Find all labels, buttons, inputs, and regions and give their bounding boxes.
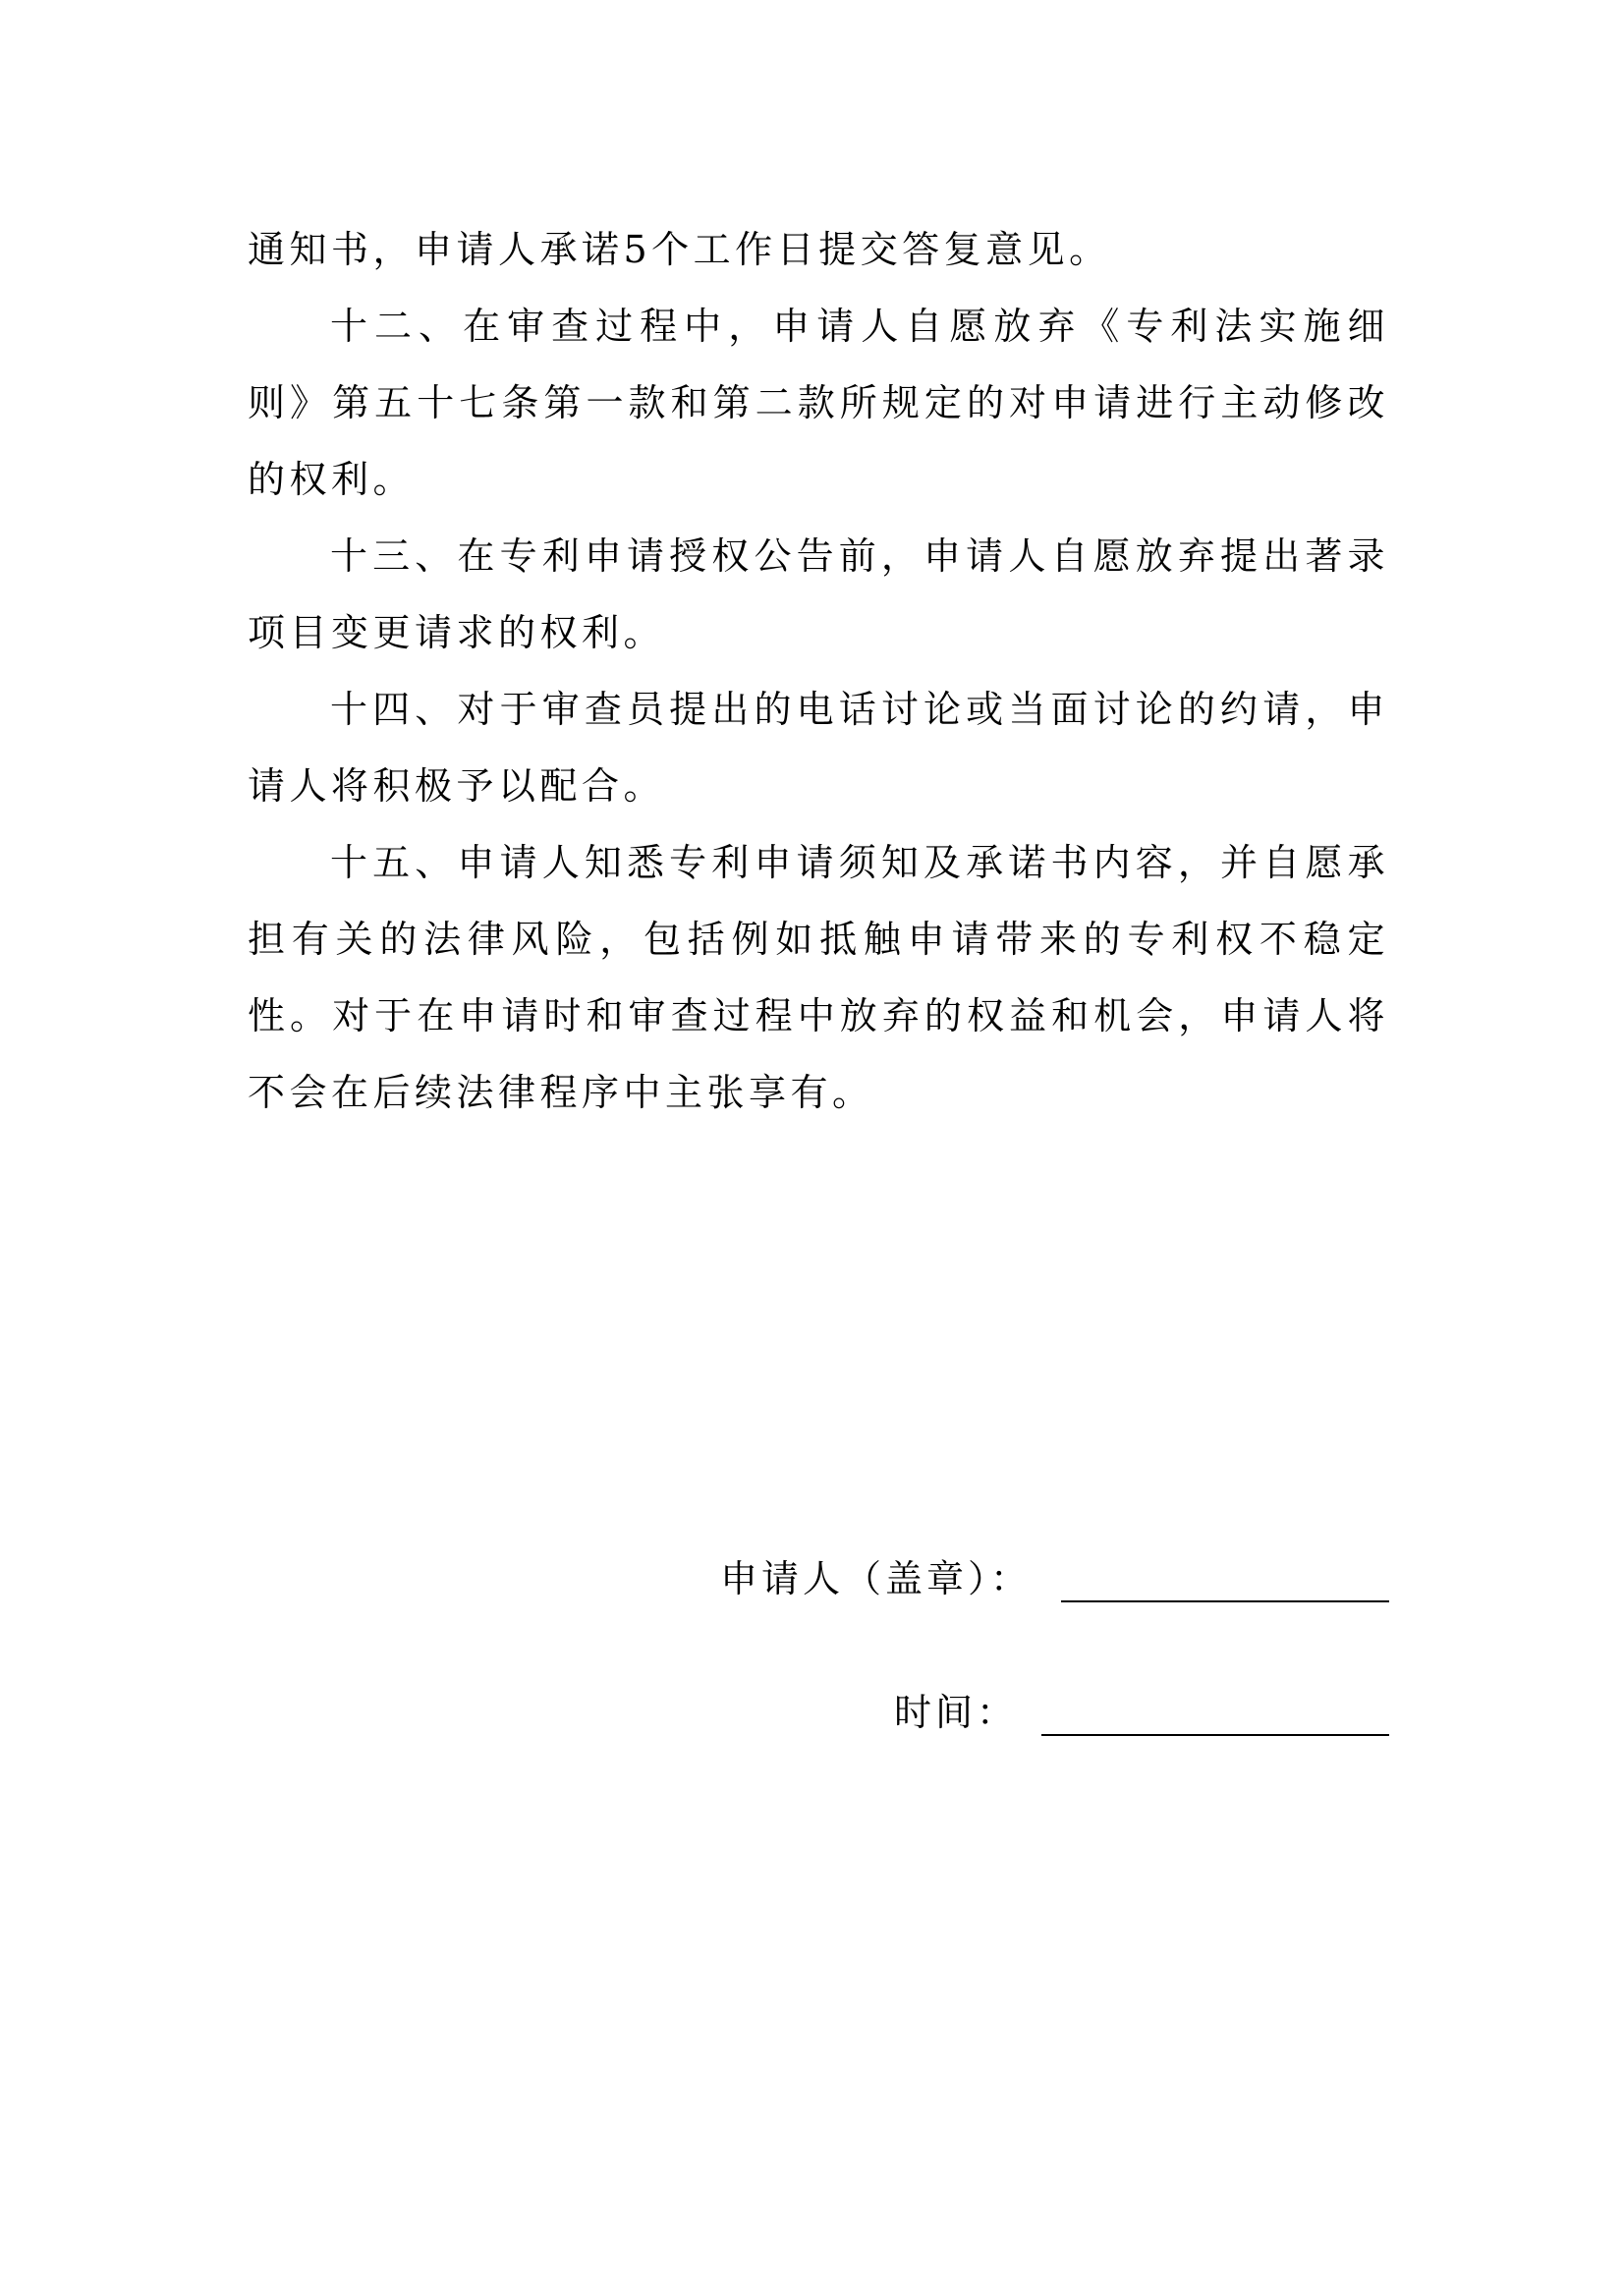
paragraph-item-14: 十四、对于审查员提出的电话讨论或当面讨论的约请，申请人将积极予以配合。 — [248, 688, 1389, 808]
paragraph-item-13: 十三、在专利申请授权公告前，申请人自愿放弃提出著录项目变更请求的权利。 — [248, 534, 1389, 654]
date-signature-row — [894, 1682, 1389, 1736]
paragraph-item-15: 十五、申请人知悉专利申请须知及承诺书内容，并自愿承担有关的法律风险，包括例如抵触申请带来的专利权不稳定性。对于在申请时和审查过程中放弃的权益和机会，申请人将不会在后续法律程序中主张享有。 — [248, 841, 1389, 1114]
applicant-signature-row — [720, 1548, 1389, 1602]
date-label: 时间： — [893, 1691, 1018, 1734]
applicant-signature-line[interactable] — [1061, 1561, 1389, 1602]
paragraph-item-12: 十二、在审查过程中，申请人自愿放弃《专利法实施细则》第五十七条第一款和第二款所规定的对申请进行主动修改的权利。 — [248, 305, 1389, 501]
paragraph-continuation: 通知书，申请人承诺5个工作日提交答复意见。 — [248, 228, 1111, 271]
document-body — [248, 211, 1389, 1131]
applicant-seal-label: 申请人（盖章）： — [719, 1557, 1032, 1600]
date-signature-line[interactable] — [1041, 1695, 1389, 1736]
